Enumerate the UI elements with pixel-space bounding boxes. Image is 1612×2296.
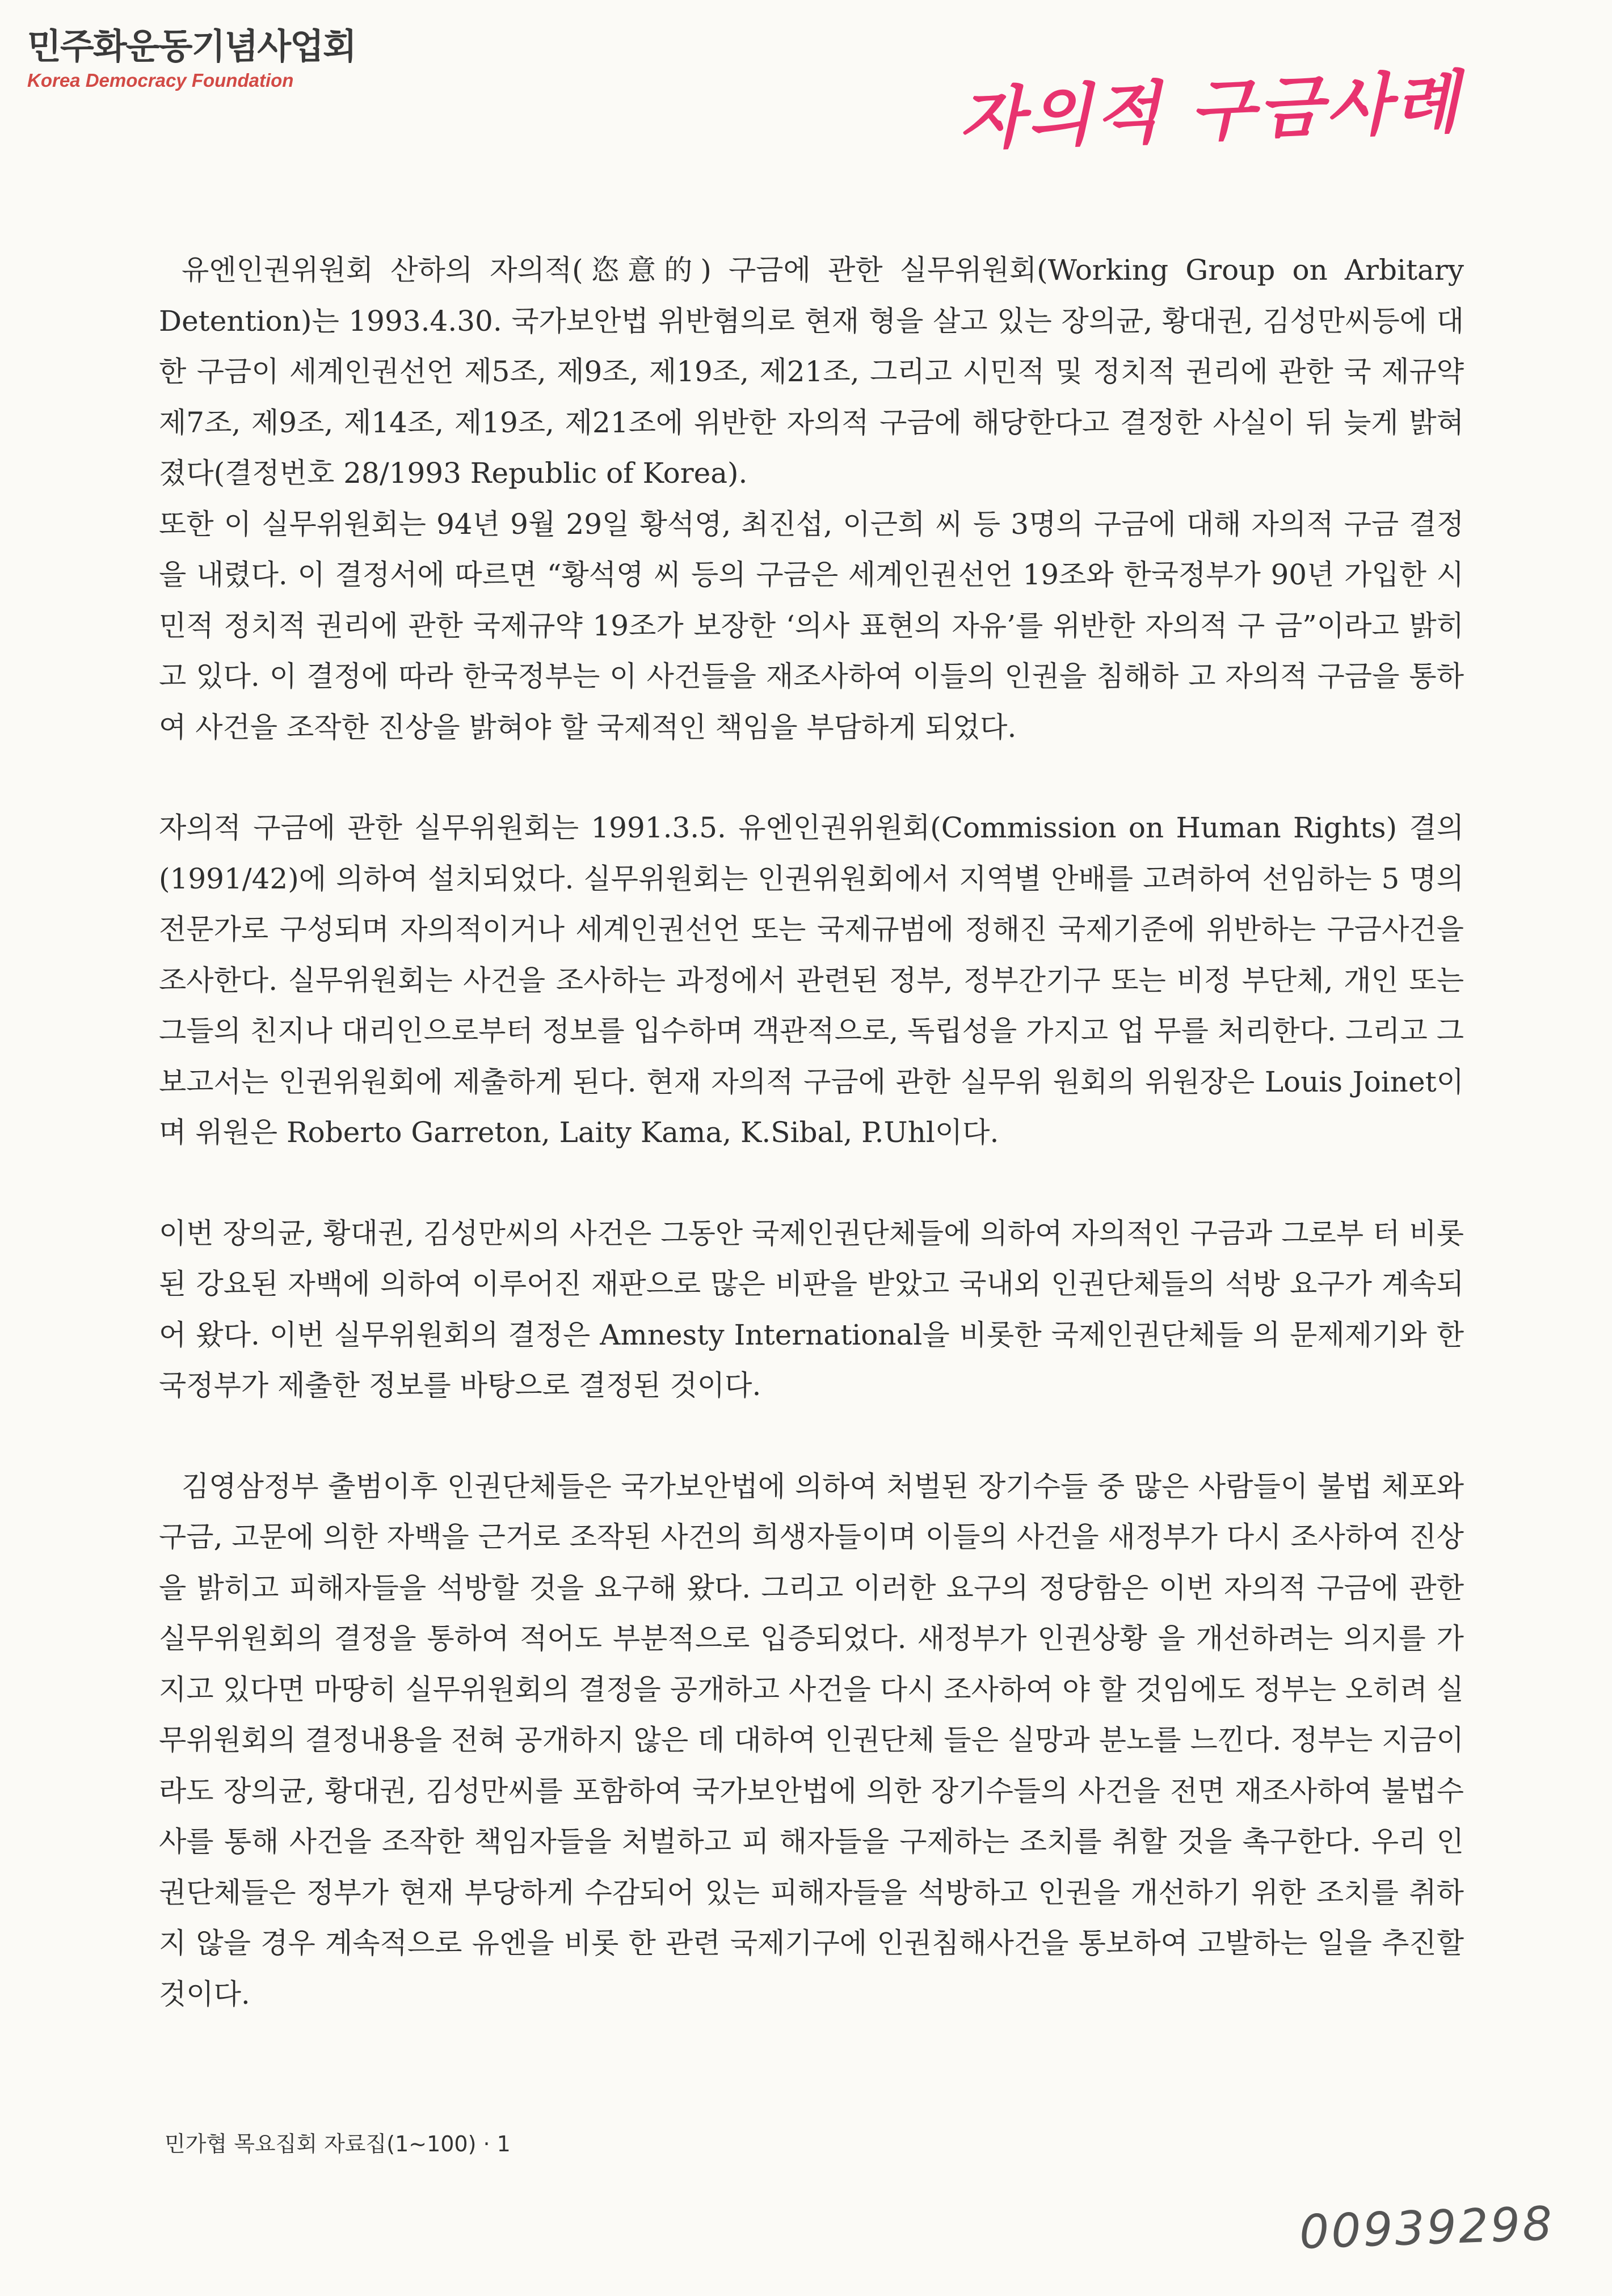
p4-line: 체포와 구금, 고문에 의한 자백을 근거로 조작된 사건의 희생자들이며 이들의 사건을 새정부가 다시 [159, 1469, 1464, 1553]
p2-line: (1991/42)에 의하여 설치되었다. 실무위원회는 인권위원회에서 지역별 안배를 고려하여 선임하는 5 [159, 862, 1400, 895]
page-footer-source: 민가협 목요집회 자료집(1~100) · 1 [165, 2131, 511, 2156]
p2-line: 구금사건을 조사한다. 실무위원회는 사건을 조사하는 과정에서 관련된 정부, 정부간기구 또는 비정 [159, 913, 1464, 997]
p1-line: 고 자의적 구금을 통하여 사건을 조작한 진상을 밝혀야 할 국제적인 책임을 부담하게 되었다. [159, 660, 1464, 744]
p4-line: 야 할 것임에도 정부는 오히려 실무위원회의 결정내용을 전혀 공개하지 않은 데 대하여 인권단체 [159, 1673, 1464, 1756]
p4-line: 조사하여 진상을 밝히고 피해자들을 석방할 것을 요구해 왔다. 그리고 이러한 요구의 정당함은 이번 [159, 1520, 1464, 1604]
p1-line: 가입한 시민적 정치적 권리에 관한 국제규약 19조가 보장한 ‘의사 표현의 자유’를 위반한 자의적 구 [159, 558, 1464, 642]
p1-line: 유엔인권위원회 산하의 자의적(恣意的) 구금에 관한 실무위원회(Working Group on Arbitary [182, 254, 1464, 287]
paragraph-4 [159, 1461, 1464, 2020]
p4-line: 을 개선하려는 의지를 가지고 있다면 마땅히 실무위원회의 결정을 공개하고 사건을 다시 조사하여 [159, 1622, 1464, 1706]
p1-line: 제규약 제7조, 제9조, 제14조, 제19조, 제21조에 위반한 자의적 구금에 해당한다고 결정한 사실이 뒤 [159, 355, 1464, 439]
p1-line: 대한 구금이 세계인권선언 제5조, 제9조, 제19조, 제21조, 그리고 시민적 및 정치적 권리에 관한 국 [159, 304, 1464, 388]
p1-line: 결정을 내렸다. 이 결정서에 따르면 “황석영 씨 등의 구금은 세계인권선언 19조와 한국정부가 90년 [159, 507, 1464, 591]
p1-line: 금”이라고 밝히고 있다. 이 결정에 따라 한국정부는 이 사건들을 재조사하여 이들의 인권을 침해하 [159, 609, 1464, 693]
p2-line: 명의 전문가로 구성되며 자의적이거나 세계인권선언 또는 국제규범에 정해진 국제기준에 위반하는 [159, 862, 1464, 946]
p4-line: 있는 피해자들을 석방하고 인권을 개선하기 위한 조치를 취하지 않을 경우 계속적으로 유엔을 비롯 [159, 1876, 1464, 1960]
foundation-logo [27, 24, 356, 92]
handwritten-title: 자의적 구금사례 [957, 62, 1464, 159]
p4-line: 김영삼정부 출범이후 인권단체들은 국가보안법에 의하여 처벌된 장기수들 중 많은 사람들이 불법 [182, 1469, 1373, 1503]
p1-line: 또한 이 실무위원회는 94년 9월 29일 황석영, 최진섭, 이근희 씨 등 3명의 구금에 대해 자의적 구금 [159, 507, 1399, 541]
p1-line: 늦게 밝혀졌다(결정번호 28/1993 Republic of Korea). [159, 406, 1464, 490]
p2-line: 무를 처리한다. 그리고 그 보고서는 인권위원회에 제출하게 된다. 현재 자의적 구금에 관한 실무위 [159, 1014, 1464, 1098]
p1-line: Detention)는 1993.4.30. 국가보안법 위반혐의로 현재 형을 살고 있는 장의균, 황대권, 김성만씨등에 [159, 304, 1428, 338]
p4-line: 의한 장기수들의 사건을 전면 재조사하여 불법수사를 통해 사건을 조작한 책임자들을 처벌하고 피 [159, 1774, 1464, 1858]
paragraph-2 [159, 803, 1464, 1158]
p4-line: 자의적 구금에 관한 실무위원회의 결정을 통하여 적어도 부분적으로 입증되었다. 새정부가 인권상황 [159, 1571, 1464, 1655]
logo-korean-text: 민주화운동기념사업회 [27, 26, 356, 67]
document-body [159, 245, 1464, 2020]
p3-line: 요구가 계속되어 왔다. 이번 실무위원회의 결정은 Amnesty International을 비롯한 국제인권단체들 [159, 1267, 1464, 1351]
p4-line: 들은 실망과 분노를 느낀다. 정부는 지금이라도 장의균, 황대권, 김성만씨를 포함하여 국가보안법에 [159, 1724, 1464, 1808]
paragraph-1 [159, 245, 1464, 753]
p2-line: 부단체, 개인 또는 그들의 친지나 대리인으로부터 정보를 입수하며 객관적으로, 독립성을 가지고 업 [159, 963, 1464, 1047]
p3-line: 터 비롯된 강요된 자백에 의하여 이루어진 재판으로 많은 비판을 받았고 국내외 인권단체들의 석방 [159, 1216, 1464, 1300]
p4-line: 해자들을 구제하는 조치를 취할 것을 촉구한다. 우리 인권단체들은 정부가 현재 부당하게 수감되어 [159, 1825, 1464, 1909]
p2-line: 원회의 위원장은 Louis Joinet이며 위원은 Roberto Garreton, Laity Kama, K.Sibal, P.Uhl이다. [159, 1065, 1464, 1149]
p3-line: 의 문제제기와 한국정부가 제출한 정보를 바탕으로 결정된 것이다. [159, 1318, 1464, 1402]
p3-line: 이번 장의균, 황대권, 김성만씨의 사건은 그동안 국제인권단체들에 의하여 자의적인 구금과 그로부 [159, 1216, 1364, 1250]
logo-english-text: Korea Democracy Foundation [27, 70, 294, 91]
p4-line: 한 관련 국제기구에 인권침해사건을 통보하여 고발하는 일을 추진할 것이다. [159, 1927, 1464, 2011]
archive-number-stamp: 00939298 [1298, 2197, 1555, 2260]
paragraph-3 [159, 1208, 1464, 1412]
p2-line: 자의적 구금에 관한 실무위원회는 1991.3.5. 유엔인권위원회(Commission on Human Rights) 결의 [159, 811, 1464, 844]
